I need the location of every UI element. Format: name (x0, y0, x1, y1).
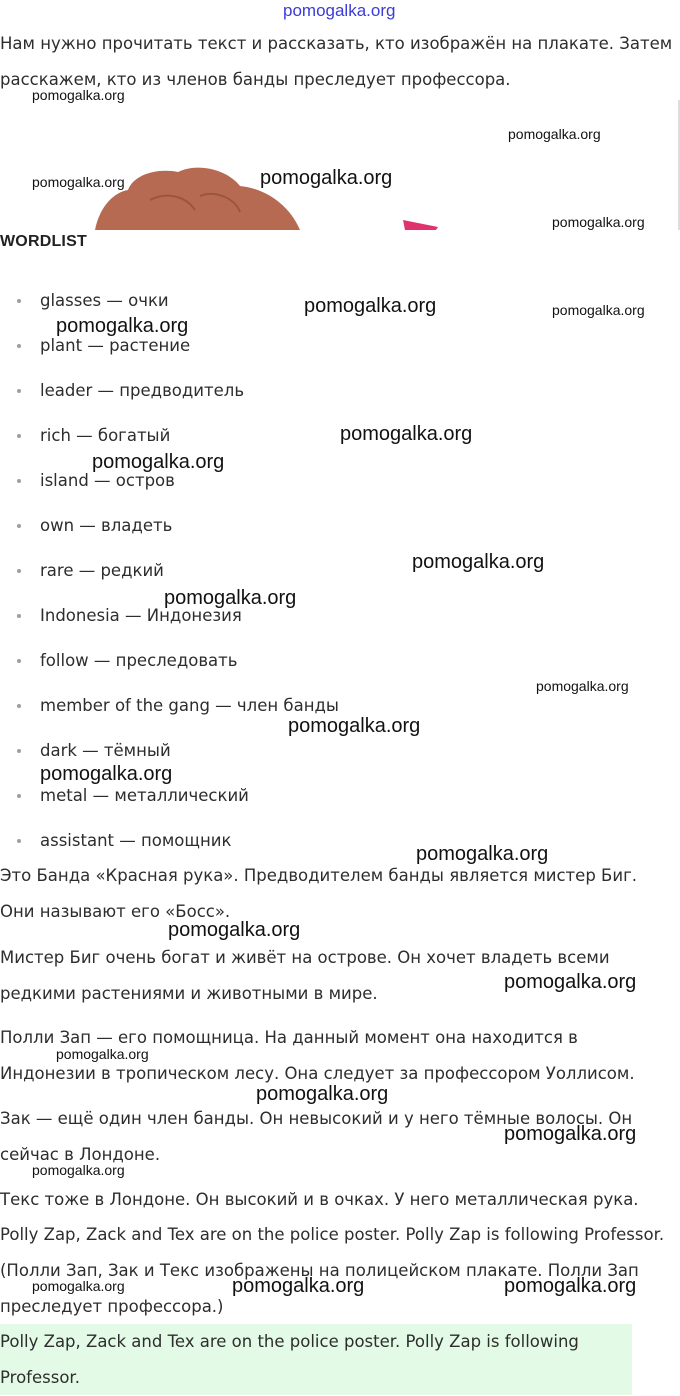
bullet (17, 614, 21, 618)
poster-illustration (0, 100, 680, 230)
watermark: pomogalka.org (92, 451, 225, 473)
watermark: pomogalka.org (504, 1123, 637, 1145)
bullet (17, 479, 21, 483)
word-entry: glasses — очки (40, 291, 169, 310)
paragraph: Мистер Биг очень богат и живёт на острове. Он хочет владеть всеми редкими растениями и животными в мире. (0, 948, 610, 1003)
list-item (0, 508, 339, 553)
word-entry: island — остров (40, 471, 175, 490)
paragraph: (Полли Зап, Зак и Текс изображены на полицейском плакате. Полли Зап преследует профессора.) (0, 1261, 639, 1316)
watermark: pomogalka.org (164, 587, 297, 609)
bullet (17, 704, 21, 708)
watermark: pomogalka.org (40, 763, 173, 785)
word-entry: metal — металлический (40, 786, 249, 805)
list-item (0, 643, 339, 688)
word-entry: dark — тёмный (40, 741, 171, 760)
word-entry: assistant — помощник (40, 831, 232, 850)
paragraph: Это Банда «Красная рука». Предводителем банды является мистер Биг. Они называют его «Босс». (0, 866, 637, 921)
word-entry: plant — растение (40, 336, 191, 355)
word-entry: own — владеть (40, 516, 173, 535)
watermark: pomogalka.org (340, 423, 473, 445)
word-entry: rare — редкий (40, 561, 164, 580)
word-entry: rich — богатый (40, 426, 171, 445)
bullet (17, 569, 21, 573)
watermark: pomogalka.org (32, 87, 125, 103)
word-entry: follow — преследовать (40, 651, 238, 670)
bullet (17, 794, 21, 798)
watermark: pomogalka.org (508, 126, 601, 142)
watermark: pomogalka.org (504, 1275, 637, 1297)
bullet (17, 389, 21, 393)
watermark: pomogalka.org (256, 1083, 389, 1105)
watermark: pomogalka.org (552, 302, 645, 318)
paragraph: Polly Zap, Zack and Tex are on the police poster. Polly Zap is following Professor. (0, 1225, 665, 1244)
watermark: pomogalka.org (168, 919, 301, 941)
answer-text: Polly Zap, Zack and Tex are on the police poster. Polly Zap is following Professor. (0, 1332, 579, 1387)
word-entry: Indonesia — Индонезия (40, 606, 242, 625)
watermark: pomogalka.org (412, 551, 545, 573)
bullet (17, 659, 21, 663)
watermark: pomogalka.org (232, 1275, 365, 1297)
bullet (17, 344, 21, 348)
paragraph: Зак — ещё один член банды. Он невысокий и у него тёмные волосы. Он сейчас в Лондоне. (0, 1109, 633, 1164)
watermark: pomogalka.org (32, 1162, 125, 1178)
watermark: pomogalka.org (536, 678, 629, 694)
paragraph: Полли Зап — его помощница. На данный момент она находится в Индонезии в тропическом лесу. Она следует за профессором Уоллисом. (0, 1028, 635, 1083)
paragraph: Текс тоже в Лондоне. Он высокий и в очках. У него металлическая рука. (0, 1190, 639, 1209)
answer-block (0, 1324, 632, 1395)
bullet (17, 839, 21, 843)
watermark: pomogalka.org (32, 174, 125, 190)
bullet (17, 434, 21, 438)
watermark: pomogalka.org (56, 1046, 149, 1062)
watermark: pomogalka.org (283, 1, 396, 20)
bullet (17, 524, 21, 528)
watermark: pomogalka.org (416, 843, 549, 865)
word-entry: leader — предводитель (40, 381, 245, 400)
watermark: pomogalka.org (32, 1278, 125, 1294)
word-entry: member of the gang — член банды (40, 696, 339, 715)
watermark: pomogalka.org (260, 167, 393, 189)
wordlist-title: WORDLIST (0, 233, 87, 250)
watermark: pomogalka.org (552, 214, 645, 230)
intro-text: Нам нужно прочитать текст и рассказать, кто изображён на плакате. Затем расскажем, кто из членов банды преследует профессора. (0, 34, 673, 89)
list-item (0, 373, 339, 418)
watermark: pomogalka.org (304, 295, 437, 317)
watermark: pomogalka.org (56, 315, 189, 337)
bullet (17, 749, 21, 753)
watermark: pomogalka.org (504, 971, 637, 993)
watermark: pomogalka.org (288, 715, 421, 737)
bullet (17, 299, 21, 303)
